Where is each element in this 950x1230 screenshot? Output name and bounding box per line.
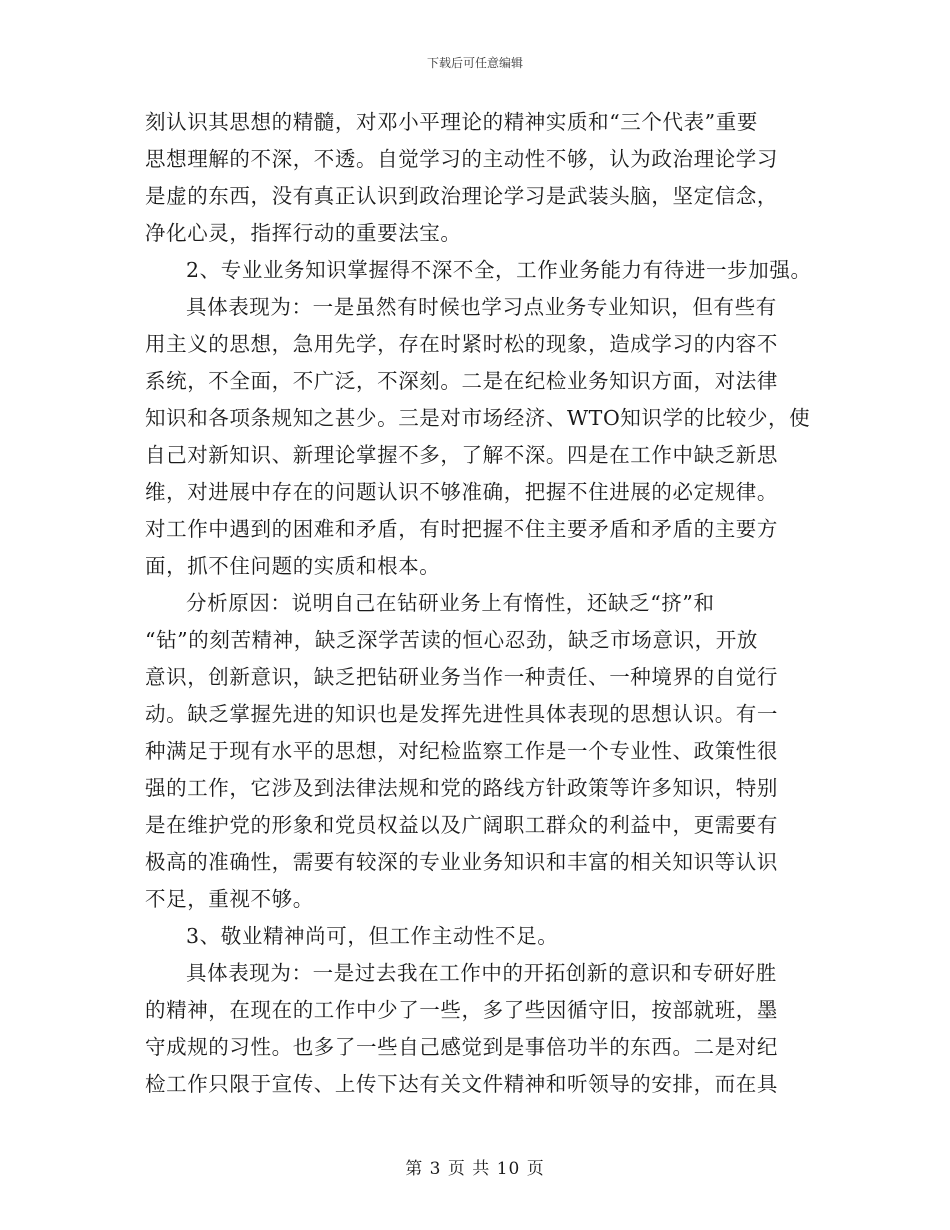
document-body: [145, 104, 815, 1103]
text-line: 具体表现为：一是过去我在工作中的开拓创新的意识和专研好胜: [186, 961, 777, 985]
text-line: 是虚的东西，没有真正认识到政治理论学习是武装头脑，坚定信念，: [145, 184, 778, 208]
text-line: “钻”的刻苦精神，缺乏深学苦读的恒心忍劲，缺乏市场意识，开放: [145, 628, 758, 652]
text-line: 极高的准确性，需要有较深的专业业务知识和丰富的相关知识等认识: [145, 850, 778, 874]
text-line: 面，抓不住问题的实质和根本。: [145, 554, 441, 578]
text-line: 刻认识其思想的精髓，对邓小平理论的精神实质和“三个代表”重要: [145, 110, 758, 134]
text-line: 2、专业业务知识掌握得不深不全，工作业务能力有待进一步加强。: [186, 258, 812, 282]
text-line: 种满足于现有水平的思想，对纪检监察工作是一个专业性、政策性很: [145, 739, 778, 763]
page-header: 下载后可任意编辑: [426, 56, 523, 70]
text-line: 检工作只限于宣传、上传下达有关文件精神和听领导的安排，而在具: [145, 1072, 778, 1096]
text-line: 系统，不全面，不广泛，不深刻。二是在纪检业务知识方面，对法律: [145, 369, 778, 393]
text-line: 动。缺乏掌握先进的知识也是发挥先进性具体表现的思想认识。有一: [145, 702, 778, 726]
text-line: 意识，创新意识，缺乏把钻研业务当作一种责任、一种境界的自觉行: [145, 665, 778, 689]
text-line: 思想理解的不深，不透。自觉学习的主动性不够，认为政治理论学习: [145, 147, 778, 171]
text-line: 具体表现为：一是虽然有时候也学习点业务专业知识，但有些有: [186, 295, 777, 319]
page-number-footer: 第 3 页 共 10 页: [405, 1159, 545, 1179]
text-line: 是在维护党的形象和党员权益以及广阔职工群众的利益中，更需要有: [145, 813, 778, 837]
text-line: 维，对进展中存在的问题认识不够准确，把握不住进展的必定规律。: [145, 480, 778, 504]
text-line: 的精神，在现在的工作中少了一些，多了些因循守旧，按部就班，墨: [145, 998, 778, 1022]
text-line: 知识和各项条规知之甚少。三是对市场经济、WTO知识学的比较少，使: [145, 406, 811, 430]
text-line: 强的工作，它涉及到法律法规和党的路线方针政策等许多知识，特别: [145, 776, 778, 800]
text-line: 净化心灵，指挥行动的重要法宝。: [145, 221, 462, 245]
text-line: 3、敬业精神尚可，但工作主动性不足。: [186, 924, 559, 948]
text-line: 不足，重视不够。: [145, 887, 314, 911]
text-line: 用主义的思想，急用先学，存在时紧时松的现象，造成学习的内容不: [145, 332, 778, 356]
text-line: 自己对新知识、新理论掌握不多，了解不深。四是在工作中缺乏新思: [145, 443, 778, 467]
text-line: 分析原因：说明自己在钻研业务上有惰性，还缺乏“挤”和: [186, 591, 715, 615]
text-line: 对工作中遇到的困难和矛盾，有时把握不住主要矛盾和矛盾的主要方: [145, 517, 778, 541]
text-line: 守成规的习性。也多了一些自己感觉到是事倍功半的东西。二是对纪: [145, 1035, 778, 1059]
